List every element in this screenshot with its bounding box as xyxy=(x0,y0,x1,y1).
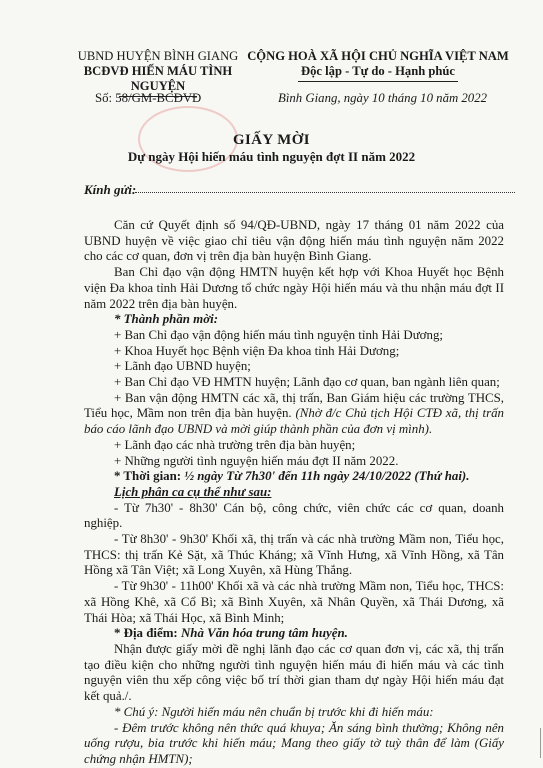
national-motto xyxy=(243,49,513,82)
venue-value: Nhà Văn hóa trung tâm huyện. xyxy=(180,626,348,641)
org-line-2: BCĐVĐ HIẾN MÁU TÌNH NGUYỆN xyxy=(83,64,233,93)
schedule-shift: - Từ 7h30' - 8h30' Cán bộ, công chức, viên chức các cơ quan, doanh nghiệp. xyxy=(84,500,504,531)
org-line-1: UBND HUYỆN BÌNH GIANG xyxy=(77,49,239,63)
recipient-dotted-line xyxy=(135,192,515,193)
participant-item: + Ban vận động HMTN các xã, thị trấn, Ban Giám hiệu các trường THCS, Tiểu học, Mầm non trên địa bàn huyện. xyxy=(84,390,504,421)
issuing-organization xyxy=(58,49,258,97)
schedule-heading: Lịch phân ca cụ thể như sau: xyxy=(114,484,272,499)
participant-item: + Lãnh đạo UBND huyện; xyxy=(114,359,251,374)
time-value: ½ ngày Từ 7h30' đến 11h ngày 24/10/2022 (Thứ hai). xyxy=(184,469,470,484)
document-number: Số: 58/GM-BCĐVĐ xyxy=(95,91,202,105)
participant-item: + Ban Chỉ đạo VĐ HMTN huyện; Lãnh đạo cơ quan, ban ngành liên quan; xyxy=(114,375,500,390)
motto-underline xyxy=(298,81,458,82)
note-heading: * Chú ý: Người hiến máu nên chuẩn bị trước khi đi hiến máu: xyxy=(114,704,434,719)
venue-line xyxy=(84,626,504,642)
time-label: * Thời gian: xyxy=(114,469,182,484)
closing-paragraph: Nhận được giấy mời đề nghị lãnh đạo các cơ quan đơn vị, các xã, thị trấn tạo điều kiện cho những người tình nguyện hiến máu đi hiến máu và các tình nguyện viên thu xếp công việc bố trí thời gian tham dự ngày Hội hiến máu đạt kết quả./. xyxy=(84,641,504,704)
participant-item-with-note xyxy=(84,391,504,438)
participant-item: + Lãnh đạo các nhà trường trên địa bàn huyện; xyxy=(114,437,356,452)
recipient-label: Kính gửi: xyxy=(84,182,137,197)
nation-line-1: CỘNG HOÀ XÃ HỘI CHỦ NGHĨA VIỆT NAM xyxy=(247,49,509,63)
document-body xyxy=(84,218,504,768)
document-subtitle: Dự ngày Hội hiến máu tình nguyện đợt II năm 2022 xyxy=(127,149,416,164)
paragraph-organizer: Ban Chỉ đạo vận động HMTN huyện kết hợp với Khoa Huyết học Bệnh viện Đa khoa tỉnh Hải Dương tổ chức ngày Hội hiến máu và thu nhận máu đợt II năm 2022 trên địa bàn huyện. xyxy=(84,265,504,311)
schedule-shift: - Từ 9h30' - 11h00' Khối xã và các nhà trường Mầm non, Tiểu học, THCS: xã Hồng Khê, xã Cổ Bì; xã Bình Xuyên, xã Nhân Quyền, xã Thái Dương, xã Thái Hòa; xã Thái Học, xã Bình Minh; xyxy=(84,579,504,625)
schedule-shift: - Từ 8h30' - 9h30' Khối xã, thị trấn và các nhà trường Mầm non, Tiểu học, THCS: thị trấn Kẻ Sặt, xã Thúc Kháng; xã Vĩnh Hưng, xã Vĩnh Hồng, xã Tân Hồng xã Tân Việt; xã Long Xuyên, xã Hùng Thắng. xyxy=(84,532,504,578)
date-place: Bình Giang, ngày 10 tháng 10 năm 2022 xyxy=(278,91,488,105)
document-title: GIẤY MỜI xyxy=(232,132,311,148)
participant-item: + Khoa Huyết học Bệnh viện Đa khoa tỉnh Hải Dương; xyxy=(114,343,400,358)
note-line: - Đêm trước không nên thức quá khuya; Ăn sáng bình thường; Không nên uống rượu, bia trước khi hiến máu; Mang theo giấy tờ tuỳ thân để làm (Giấy chứng nhận HMTN); xyxy=(84,720,504,766)
page-edge-mark xyxy=(526,728,541,758)
time-line xyxy=(84,469,504,485)
participants-heading: * Thành phần mời: xyxy=(114,312,218,327)
participant-item: + Ban Chỉ đạo vận động hiến máu tình nguyện tỉnh Hải Dương; xyxy=(114,327,443,342)
venue-label: * Địa điểm: xyxy=(114,626,178,641)
nation-line-2: Độc lập - Tự do - Hạnh phúc xyxy=(301,64,455,78)
participant-note: (Nhờ đ/c Chủ tịch Hội CTĐ xã, thị trấn báo cáo lãnh đạo UBND và mời giúp thành phần của đơn vị mình). xyxy=(84,406,504,437)
paragraph-legal-basis: Căn cứ Quyết định số 94/QĐ-UBND, ngày 17 tháng 01 năm 2022 của UBND huyện về việc giao chỉ tiêu vận động hiến máu tình nguyện năm 2022 cho các cơ quan, đơn vị trên địa bàn huyện Bình Giang. xyxy=(84,218,504,264)
participant-item: + Những người tình nguyện hiến máu đợt II năm 2022. xyxy=(114,453,399,468)
